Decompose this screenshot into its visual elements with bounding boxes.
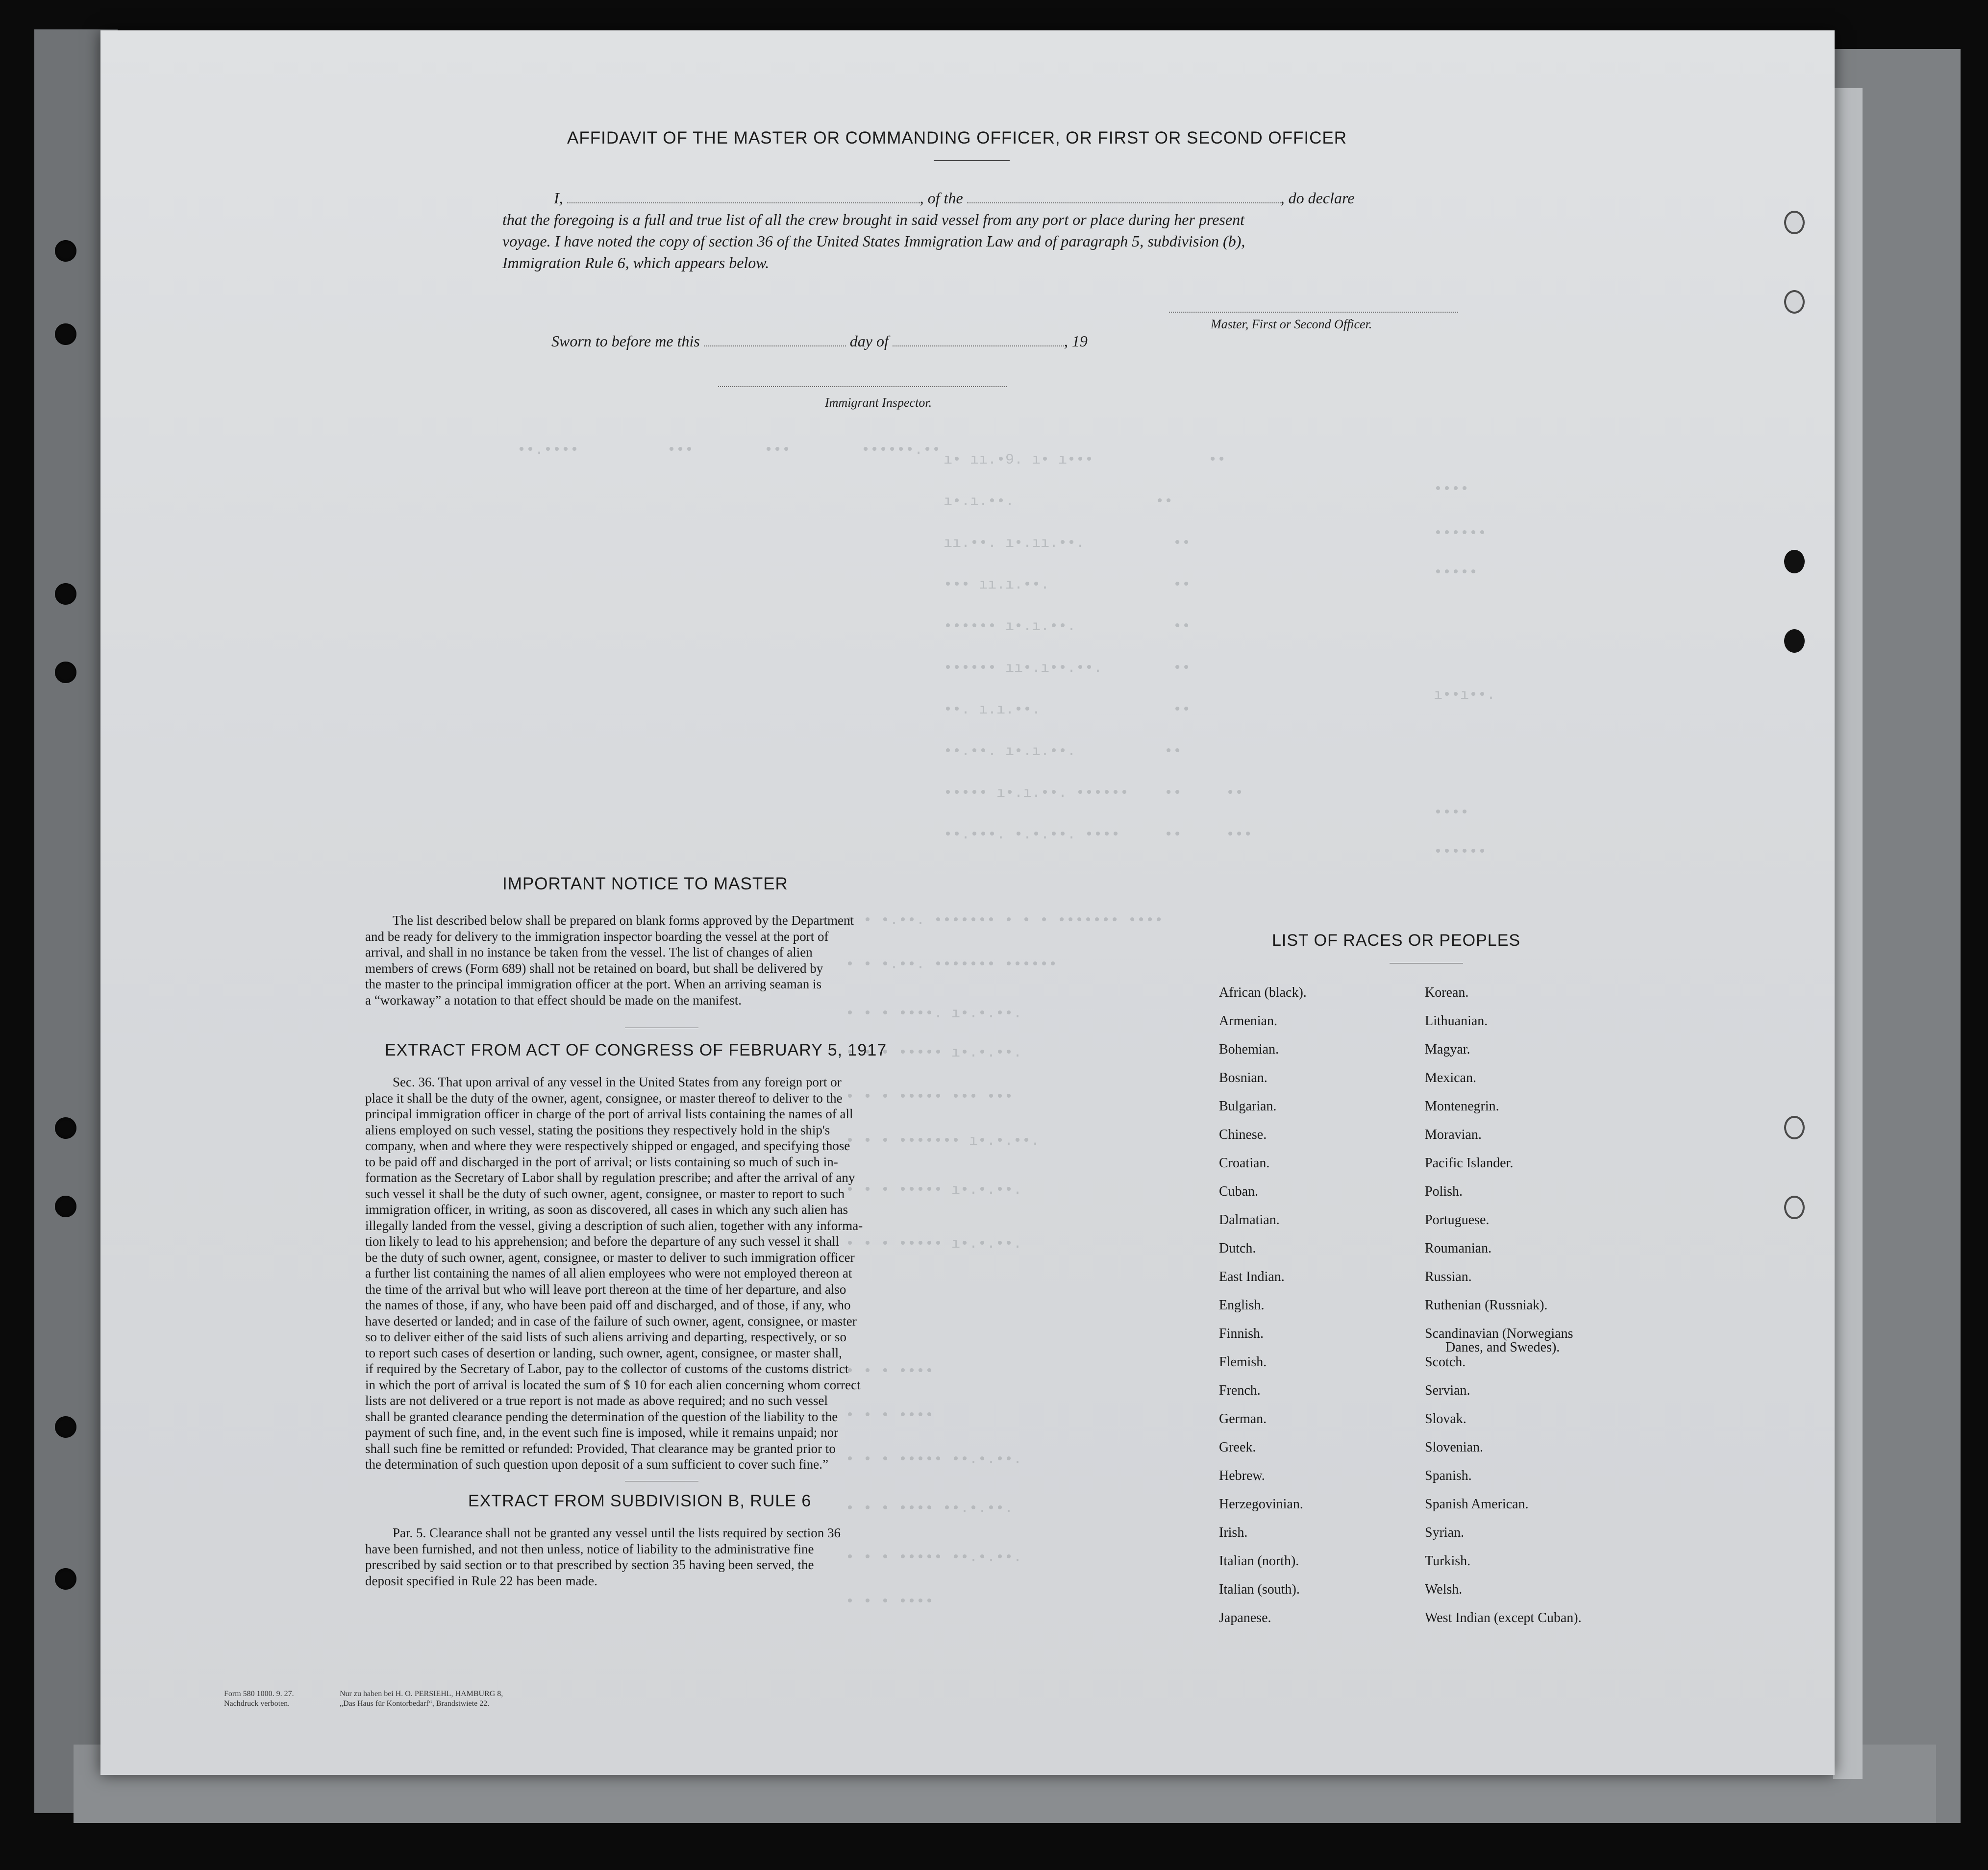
race-item: Montenegrin. xyxy=(1425,1099,1499,1114)
text-line: deposit specified in Rule 22 has been made. xyxy=(365,1573,597,1588)
race-item: Herzegovinian. xyxy=(1219,1497,1303,1512)
races-title: LIST OF RACES OR PEOPLES xyxy=(1272,931,1521,950)
text-line: immigration officer, in writing, as soon as discovered, all cases in which any such alien has xyxy=(365,1202,848,1217)
form-line1: Form 580 1000. 9. 27. xyxy=(224,1690,294,1698)
text-line: have been furnished, and not then unless, notice of liability to the administrative fine xyxy=(365,1541,814,1556)
text-line: to report such cases of desertion or landing, such owner, agent, consignee, or master shall, xyxy=(365,1345,842,1360)
binder-hole xyxy=(55,240,76,262)
sworn-month-field[interactable] xyxy=(893,345,1064,346)
races-column-1 xyxy=(1219,986,1307,1640)
race-item: Japanese. xyxy=(1219,1610,1271,1625)
back-sheet-strip xyxy=(1833,88,1863,1779)
race-item: Dalmatian. xyxy=(1219,1212,1280,1228)
text-line: such vessel it shall be the duty of such owner, agent, consignee, or master to report to such xyxy=(365,1186,845,1201)
printer-imprint xyxy=(340,1689,503,1709)
extract-rule-title: EXTRACT FROM SUBDIVISION B, RULE 6 xyxy=(468,1492,812,1510)
text-line: aliens employed on such vessel, stating the positions they respectively hold in the ship's xyxy=(365,1122,830,1137)
text-line: Par. 5. Clearance shall not be granted any vessel until the lists required by section 36 xyxy=(393,1526,841,1540)
race-item: Scotch. xyxy=(1425,1354,1466,1370)
text-line: tion likely to lead to his apprehension; and before the departure of any such vessel it shall xyxy=(365,1234,840,1249)
race-item: Irish. xyxy=(1219,1525,1248,1540)
affidavit-line4: Immigration Rule 6, which appears below. xyxy=(502,254,770,271)
text-line: shall be granted clearance pending the determination of the question of the liability to the xyxy=(365,1409,838,1424)
extract-act-title: EXTRACT FROM ACT OF CONGRESS OF FEBRUARY 5, 1917 xyxy=(385,1041,887,1059)
text-line: Sec. 36. That upon arrival of any vessel in the United States from any foreign port or xyxy=(393,1075,842,1089)
binder-hole xyxy=(55,1568,76,1590)
race-item: Pacific Islander. xyxy=(1425,1156,1514,1171)
race-item: Cuban. xyxy=(1219,1184,1259,1199)
text-line: the names of those, if any, who have been paid off and discharged, and of those, if any, who xyxy=(365,1298,851,1312)
race-item: Korean. xyxy=(1425,985,1469,1000)
race-item: Chinese. xyxy=(1219,1127,1267,1142)
text-line: a “workaway” a notation to that effect should be made on the manifest. xyxy=(365,992,742,1008)
page-hole xyxy=(1784,290,1805,314)
race-item: West Indian (except Cuban). xyxy=(1425,1610,1582,1625)
title-underline xyxy=(934,160,1010,161)
page-hole xyxy=(1784,1196,1805,1219)
text-line: the determination of such question upon deposit of a sum sufficient to cover such fine.” xyxy=(365,1457,829,1472)
master-name-field[interactable] xyxy=(567,202,920,203)
race-item: Polish. xyxy=(1425,1184,1463,1199)
page-hole xyxy=(1784,211,1805,234)
race-item-continuation: Danes, and Swedes). xyxy=(1445,1340,1560,1355)
sworn-label: Sworn to before me this xyxy=(551,332,700,350)
sworn-line xyxy=(551,330,1088,352)
race-item: Bulgarian. xyxy=(1219,1099,1277,1114)
race-item: East Indian. xyxy=(1219,1269,1285,1284)
race-item: Croatian. xyxy=(1219,1156,1270,1171)
text-line: company, when and where they were respectively shipped or engaged, and specifying those xyxy=(365,1138,850,1153)
i-label: I, xyxy=(554,189,563,207)
race-item: Bohemian. xyxy=(1219,1042,1279,1057)
race-item: Bosnian. xyxy=(1219,1070,1267,1085)
page-hole xyxy=(1784,1116,1805,1139)
inspector-signature-line[interactable] xyxy=(718,386,1007,387)
race-item: Ruthenian (Russniak). xyxy=(1425,1298,1548,1313)
race-item: Italian (north). xyxy=(1219,1553,1299,1569)
binder-hole xyxy=(55,662,76,683)
text-line: in which the port of arrival is located the sum of $ 10 for each alien concerning whom correct xyxy=(365,1377,861,1392)
page-hole xyxy=(1784,629,1805,653)
race-item: Spanish American. xyxy=(1425,1497,1529,1512)
page-hole xyxy=(1784,550,1805,573)
do-declare-label: , do declare xyxy=(1280,189,1355,207)
text-line: so to deliver either of the said lists of such aliens arriving and departing, respectively, or so xyxy=(365,1329,846,1344)
race-item: Armenian. xyxy=(1219,1013,1277,1029)
race-item: Roumanian. xyxy=(1425,1241,1492,1256)
race-item: Lithuanian. xyxy=(1425,1013,1488,1029)
form-line2: Nachdruck verboten. xyxy=(224,1699,290,1708)
text-line: the time of the arrival but who will leave port thereon at the time of her departure, and also xyxy=(365,1281,846,1297)
race-item: Slovak. xyxy=(1425,1411,1466,1427)
text-line: payment of such fine, and, in the event such fine is imposed, while it remains unpaid; nor xyxy=(365,1425,839,1440)
of-the-label: , of the xyxy=(919,189,963,207)
text-line: if required by the Secretary of Labor, pay to the collector of customs of the customs district xyxy=(365,1361,849,1376)
text-line: be the duty of such owner, agent, consignee, or master to deliver to such immigration officer xyxy=(365,1250,855,1265)
race-item: Slovenian. xyxy=(1425,1440,1483,1455)
race-item: African (black). xyxy=(1219,985,1307,1000)
text-line: prescribed by said section or to that prescribed by section 35 having been served, the xyxy=(365,1557,814,1572)
extract-act-body xyxy=(365,1074,948,1473)
text-line: formation as the Secretary of Labor shall by regulation prescribe; and after the arrival of any xyxy=(365,1170,855,1185)
race-item: German. xyxy=(1219,1411,1267,1427)
day-of-label: day of xyxy=(849,332,889,350)
vessel-name-field[interactable] xyxy=(967,202,1281,203)
text-line: a further list containing the names of all alien employees who were not employed thereon at xyxy=(365,1266,852,1280)
race-item: Portuguese. xyxy=(1425,1212,1490,1228)
master-signature-label: Master, First or Second Officer. xyxy=(1211,317,1372,331)
race-item: Italian (south). xyxy=(1219,1582,1300,1597)
text-line: place it shall be the duty of the owner, agent, consignee, or master thereof to deliver to the xyxy=(365,1090,843,1106)
text-line: have deserted or landed; and in case of the failure of such owner, agent, consignee, or master xyxy=(365,1313,857,1329)
extract-rule-body xyxy=(365,1525,948,1589)
affidavit-title: AFFIDAVIT OF THE MASTER OR COMMANDING OFFICER, OR FIRST OR SECOND OFFICER xyxy=(567,128,1347,148)
race-item: Russian. xyxy=(1425,1269,1472,1284)
binder-hole xyxy=(55,1117,76,1139)
race-item: Greek. xyxy=(1219,1440,1256,1455)
text-line: the master to the principal immigration officer at the port. When an arriving seaman is xyxy=(365,977,821,991)
text-line: members of crews (Form 689) shall not be retained on board, but shall be delivered by xyxy=(365,960,823,976)
race-item: Scandinavian (Norwegians xyxy=(1425,1326,1573,1341)
text-line: lists are not delivered or a true report is not made as above required; and no such vessel xyxy=(365,1393,828,1408)
printer-line1: Nur zu haben bei H. O. PERSIEHL, HAMBURG 8, xyxy=(340,1690,503,1698)
race-item: Welsh. xyxy=(1425,1582,1463,1597)
notice-body xyxy=(365,912,948,1008)
notice-title: IMPORTANT NOTICE TO MASTER xyxy=(502,874,788,893)
form-page: ı• ıı.•9. ı• ı••• •• ı•.ı.••. •• ıı.••. ı•.ıı.••. •• ••• ıı.ı.••. •• •••••• ı•.ı.••. •• •••••• ıı•.ı••.••. •• ••. ı.ı.••. •• ••.••. ı•.ı.••. •• ••••• ı•.ı.••. •••••• •• •• ••.•••. •.•.••. •••• •• ••• •••• •••••• ••••• ı••ı••. •••• •••••• • • •.••. ••••••• • • • ••••••• •••• • • •.••. ••••••• •••••• • • • ••••. ı•.•.••. • • • ••••• ı•.•.••. • • • ••••• ••• ••• • • • ••••••• ı•.•.••. • • • ••••• ı•.•.••. • • • ••••• ı•.•.••. • • • •••• • • • •••• • • • ••••• ••.•.••. • • • •••• ••.•.••. • • • ••••• ••.•.••. • • • •••• ••.•••• ••• ••• ••••••.•• AFFIDAVIT OF THE MASTER OR COMMANDING OFFICER, OR FIRST OR SECOND OFFICER I, , of the , do declare that the foregoing is a full and true list of all the crew brought in said vessel from any port or place during her present voyage. I have noted the copy of section 36 of the United States Immigration Law and of paragraph 5, subdivision (b), Immigration Rule 6, which appears below. Master, First or Second Officer. Sworn to before me this day of , 19 Immigrant Inspector. IMPORTANT NOTICE TO MASTER The list described below shall be prepared on blank forms approved by the Department and be ready for delivery to the immigration inspector boarding the vessel at the port of arrival, and shall in no instance be taken from the vessel. The list of changes of alien members of crews (Form 689) shall not be retained on board, but shall be delivered by the master to the principal immigration officer at the port. When an arriving seaman is a “workaway” a notation to that effect should be made on the manifest. EXTRACT FROM ACT OF CONGRESS OF FEBRUARY 5, 1917 Sec. 36. That upon arrival of any vessel in the United States from any foreign port or place it shall be the duty of the owner, agent, consignee, or master thereof to deliver to the principal immigration officer in charge of the port of arrival lists containing the names of all aliens employed on such vessel, stating the positions they respectively hold in the ship's company, when and where they were respectively shipped or engaged, and specifying those to be paid off and discharged in the port of arrival; or lists containing so much of such in- formation as the Secretary of Labor shall by regulation prescribe; and after the arrival of any such vessel it shall be the duty of such owner, agent, consignee, or master to report to such immigration officer, in writing, as soon as discovered, all cases in which any such alien has illegally landed from the vessel, giving a description of such alien, together with any informa- tion likely to lead to his apprehension; and before the departure of any such vessel it shall be the duty of such owner, agent, consignee, or master to deliver to such immigration officer a further list containing the names of all alien employees who were not employed thereon at the time of the arrival but who will leave port thereon at the time of her departure, and also the names of those, if any, who have been paid off and discharged, and of those, if any, who have deserted or landed; and in case of the failure of such owner, agent, consignee, or master so to deliver either of the said lists of such aliens arriving and departing, respectively, or so to report such cases of desertion or landing, such owner, agent, consignee, or master shall, if required by the Secretary of Labor, pay to the collector of customs of the customs district in which the port of arrival is located the sum of $ 10 for each alien concerning whom correct lists are not delivered or a true report is not made as above required; and no such vessel shall be granted clearance pending the determination of the question of the liability to the payment of such fine, and, in the event such fine is imposed, while it remains unpaid; nor shall such fine be remitted or refunded: Provided, That clearance may be granted prior to the determination of such question upon deposit of a sum sufficient to cover such fine.” EXTRACT FROM SUBDIVISION B, RULE 6 Par. 5. Clearance shall not be granted any vessel until the lists required by section 36 have been furnished, and not then unless, notice of liability to the administrative fine prescribed by said section or to that prescribed by section 35 having been served, the deposit specified in Rule 22 has been made. LIST OF RACES OR PEOPLES African (black). Armenian. Bohemian. Bosnian. Bulgarian. Chinese. Croatian. Cuban. Dalmatian. Dutch. East Indian. English. Finnish. Flemish. French. German. Greek. Hebrew. Herzegovinian. Irish. Italian (north). Italian (south). Japanese. Korean. Lithuanian. Magyar. Mexican. Montenegrin. Moravian. Pacific Islander. Polish. Portuguese. Roumanian. Russian. Ruthenian (Russniak). Scandinavian (Norwegians Danes, and Swedes). Scotch. Servian. Slovak. Slovenian. Spanish. Spanish American. Syrian. Turkish. Welsh. West Indian (except Cuban). Form 580 1000. 9. 27. Nachdruck verboten. Nur zu haben bei H. O. PERSIEHL, HAMBURG 8, „Das Haus für Kontorbedarf“, Brandstwiete 22. xyxy=(100,30,1835,1775)
sworn-day-field[interactable] xyxy=(704,345,846,346)
binder-hole xyxy=(55,1196,76,1217)
printer-line2: „Das Haus für Kontorbedarf“, Brandstwiete 22. xyxy=(340,1699,490,1708)
text-line: to be paid off and discharged in the port of arrival; or lists containing so much of such in- xyxy=(365,1154,838,1169)
binder-hole xyxy=(55,583,76,605)
inspector-label: Immigrant Inspector. xyxy=(825,395,932,410)
text-line: illegally landed from the vessel, giving a description of such alien, together with any informa- xyxy=(365,1218,863,1233)
affidavit-line3: voyage. I have noted the copy of section 36 of the United States Immigration Law and of paragraph 5, subdivision (b), xyxy=(502,232,1245,250)
race-item: French. xyxy=(1219,1383,1261,1398)
race-item: Mexican. xyxy=(1425,1070,1476,1085)
race-item: Turkish. xyxy=(1425,1553,1471,1569)
binder-hole xyxy=(55,323,76,345)
year-label: , 19 xyxy=(1064,332,1088,350)
race-item: Magyar. xyxy=(1425,1042,1470,1057)
text-line: shall such fine be remitted or refunded: Provided, That clearance may be granted prior to xyxy=(365,1441,836,1456)
race-item: Syrian. xyxy=(1425,1525,1465,1540)
affidavit-line2: that the foregoing is a full and true list of all the crew brought in said vessel from any port or place during her present xyxy=(502,211,1244,228)
race-item: Dutch. xyxy=(1219,1241,1256,1256)
race-item: Flemish. xyxy=(1219,1354,1267,1370)
race-item: Spanish. xyxy=(1425,1468,1472,1483)
race-item: Moravian. xyxy=(1425,1127,1482,1142)
races-column-2 xyxy=(1425,986,1582,1640)
race-item-wrap xyxy=(1425,1327,1582,1355)
race-item: English. xyxy=(1219,1298,1265,1313)
text-line: arrival, and shall in no instance be taken from the vessel. The list of changes of alien xyxy=(365,945,813,960)
text-line: principal immigration officer in charge of the port of arrival lists containing the names of all xyxy=(365,1107,853,1121)
race-item: Servian. xyxy=(1425,1383,1470,1398)
race-item: Finnish. xyxy=(1219,1326,1264,1341)
text-line: The list described below shall be prepared on blank forms approved by the Department xyxy=(393,913,854,928)
race-item: Hebrew. xyxy=(1219,1468,1265,1483)
master-signature-line[interactable] xyxy=(1169,312,1458,313)
text-line: and be ready for delivery to the immigration inspector boarding the vessel at the port of xyxy=(365,929,829,944)
binder-hole xyxy=(55,1416,76,1438)
form-number xyxy=(224,1689,294,1709)
affidavit-line1 xyxy=(554,187,1573,209)
